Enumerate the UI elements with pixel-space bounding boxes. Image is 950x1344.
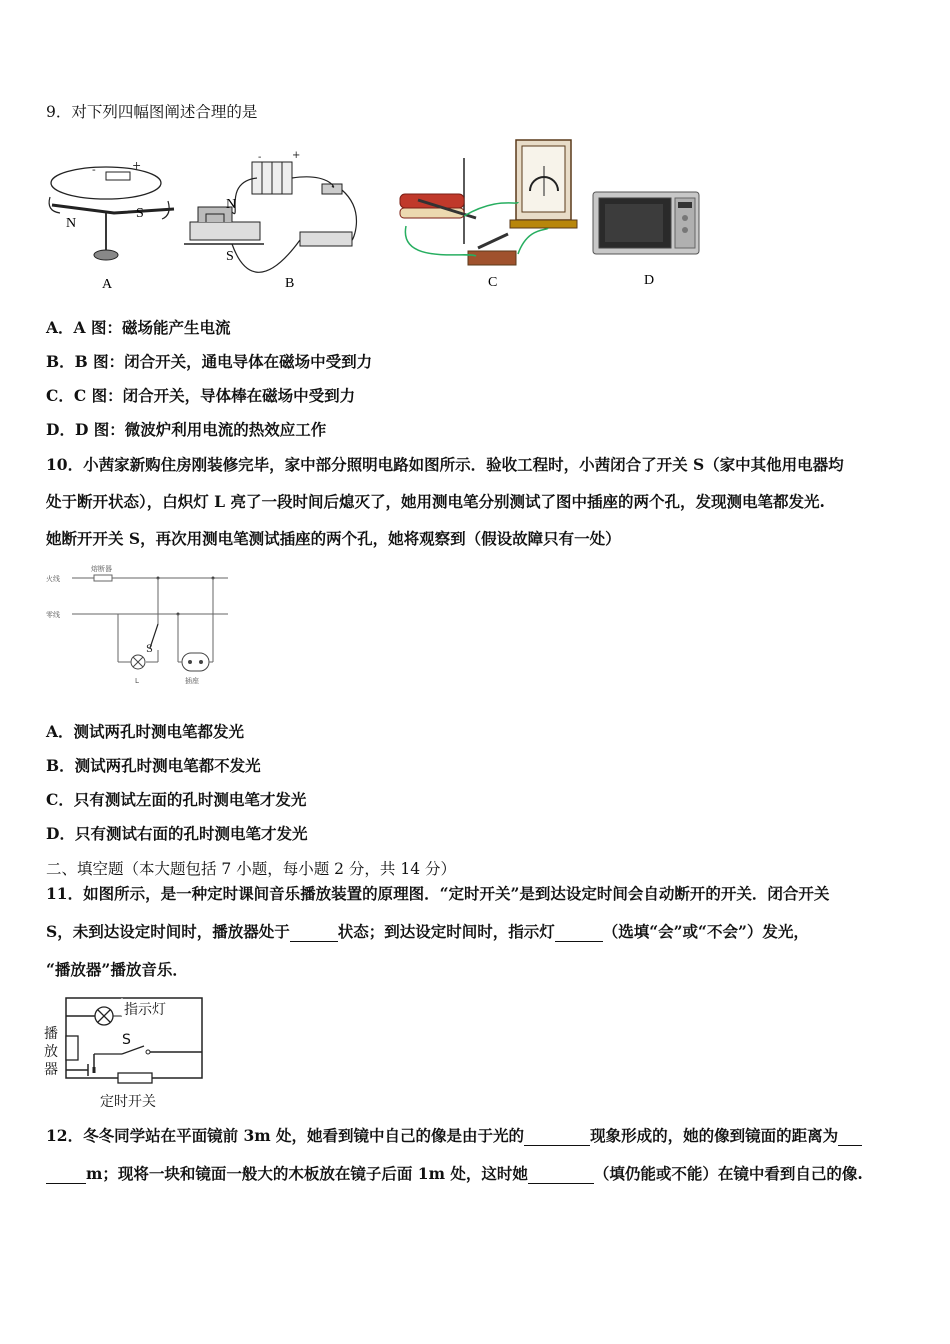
q9-option-d[interactable]: D．D 图：微波炉利用电流的热效应工作: [46, 420, 327, 439]
section-2-title: 二、填空题（本大题包括 7 小题，每小题 2 分，共 14 分）: [46, 860, 457, 878]
svg-text:+: +: [132, 159, 142, 172]
svg-text:-: -: [258, 152, 262, 163]
q11-line-2: [46, 922, 809, 942]
player-label-1: 播: [44, 1026, 58, 1042]
q12-blank-2b[interactable]: [46, 1167, 86, 1184]
q11-line-2-part-c: （选填“会”或“不会”）发光，: [602, 922, 809, 941]
figure-b-motor-principle: [182, 152, 372, 297]
q10-circuit-diagram: [46, 562, 236, 692]
socket-label: 插座: [185, 677, 199, 685]
q11-blank-1[interactable]: [290, 925, 338, 942]
q12-line-1: [46, 1126, 862, 1146]
q10-option-b[interactable]: B．测试两孔时测电笔都不发光: [46, 756, 261, 775]
figure-b-n-pole: N: [226, 197, 237, 212]
q11-line-3: “播放器”播放音乐．: [46, 960, 188, 979]
lamp-l-label: L: [135, 677, 139, 685]
q10-option-a[interactable]: A．测试两孔时测电笔都发光: [46, 722, 245, 741]
figure-d-label: D: [644, 273, 655, 288]
q11-line-2-part-a: S，未到达设定时间时，播放器处于: [46, 922, 290, 941]
q12-blank-2a[interactable]: [838, 1129, 862, 1146]
svg-text:+: +: [292, 150, 301, 161]
q11-circuit-diagram: [44, 994, 204, 1112]
figure-a-s-pole: S: [136, 206, 144, 221]
figure-a-n-pole: N: [66, 216, 77, 231]
q10-option-c[interactable]: C．只有测试左面的孔时测电笔才发光: [46, 790, 307, 809]
q12-blank-1[interactable]: [524, 1129, 590, 1146]
figure-c-label: C: [488, 275, 498, 290]
switch-s-label: S: [146, 644, 153, 655]
figure-a-label: A: [102, 277, 113, 292]
live-wire-label: 火线: [46, 575, 60, 583]
player-label-3: 器: [44, 1062, 58, 1078]
svg-text:-: -: [92, 163, 96, 176]
q11-line-1: 11．如图所示，是一种定时课间音乐播放装置的原理图．“定时开关”是到达设定时间会自动断开的开关．闭合开关: [46, 884, 830, 903]
q10-option-d[interactable]: D．只有测试右面的孔时测电笔才发光: [46, 824, 308, 843]
player-label-2: 放: [44, 1044, 58, 1060]
neutral-wire-label: 零线: [46, 611, 60, 619]
q10-stem-line-2: 处于断开状态），白炽灯 L 亮了一段时间后熄灭了，她用测电笔分别测试了图中插座的两个孔，发现测电笔都发光.: [46, 492, 825, 511]
figure-b-label: B: [285, 276, 295, 291]
q10-stem-line-1: 10．小茜家新购住房刚装修完毕，家中部分照明电路如图所示．验收工程时，小茜闭合了开关 S（家中其他用电器均: [46, 455, 844, 474]
q9-stem: 9．对下列四幅图阐述合理的是: [46, 103, 258, 121]
q9-option-a[interactable]: A．A 图：磁场能产生电流: [46, 318, 231, 337]
q12-line-2-part-a: m；现将一块和镜面一般大的木板放在镜子后面 1m 处，这时她: [86, 1164, 528, 1183]
q12-blank-3[interactable]: [528, 1167, 594, 1184]
q11-blank-2[interactable]: [555, 925, 603, 942]
q9-option-b[interactable]: B．B 图：闭合开关，通电导体在磁场中受到力: [46, 352, 373, 371]
figure-c-induction: [398, 136, 583, 291]
q9-option-c[interactable]: C．C 图：闭合开关，导体棒在磁场中受到力: [46, 386, 356, 405]
q10-stem-line-3: 她断开开关 S，再次用测电笔测试插座的两个孔，她将观察到（假设故障只有一处）: [46, 529, 621, 548]
figure-b-s-pole: S: [226, 249, 234, 264]
q12-line-2-part-b: （填仍能或不能）在镜中看到自己的像.: [593, 1164, 863, 1183]
q11-line-2-part-b: 状态；到达设定时间时，指示灯: [337, 922, 555, 941]
indicator-lamp-label: 指示灯: [124, 1002, 166, 1018]
figure-a-oersted: [44, 155, 174, 295]
q12-line-2: [46, 1164, 863, 1184]
figure-d-microwave: [591, 186, 706, 291]
q12-line-1-part-b: 现象形成的，她的像到镜面的距离为: [590, 1126, 839, 1145]
q11-switch-label: S: [122, 1032, 131, 1048]
timer-switch-label: 定时开关: [100, 1094, 156, 1110]
q12-line-1-part-a: 12．冬冬同学站在平面镜前 3m 处，她看到镜中自己的像是由于光的: [46, 1126, 525, 1145]
fuse-label: 熔断器: [91, 565, 112, 573]
